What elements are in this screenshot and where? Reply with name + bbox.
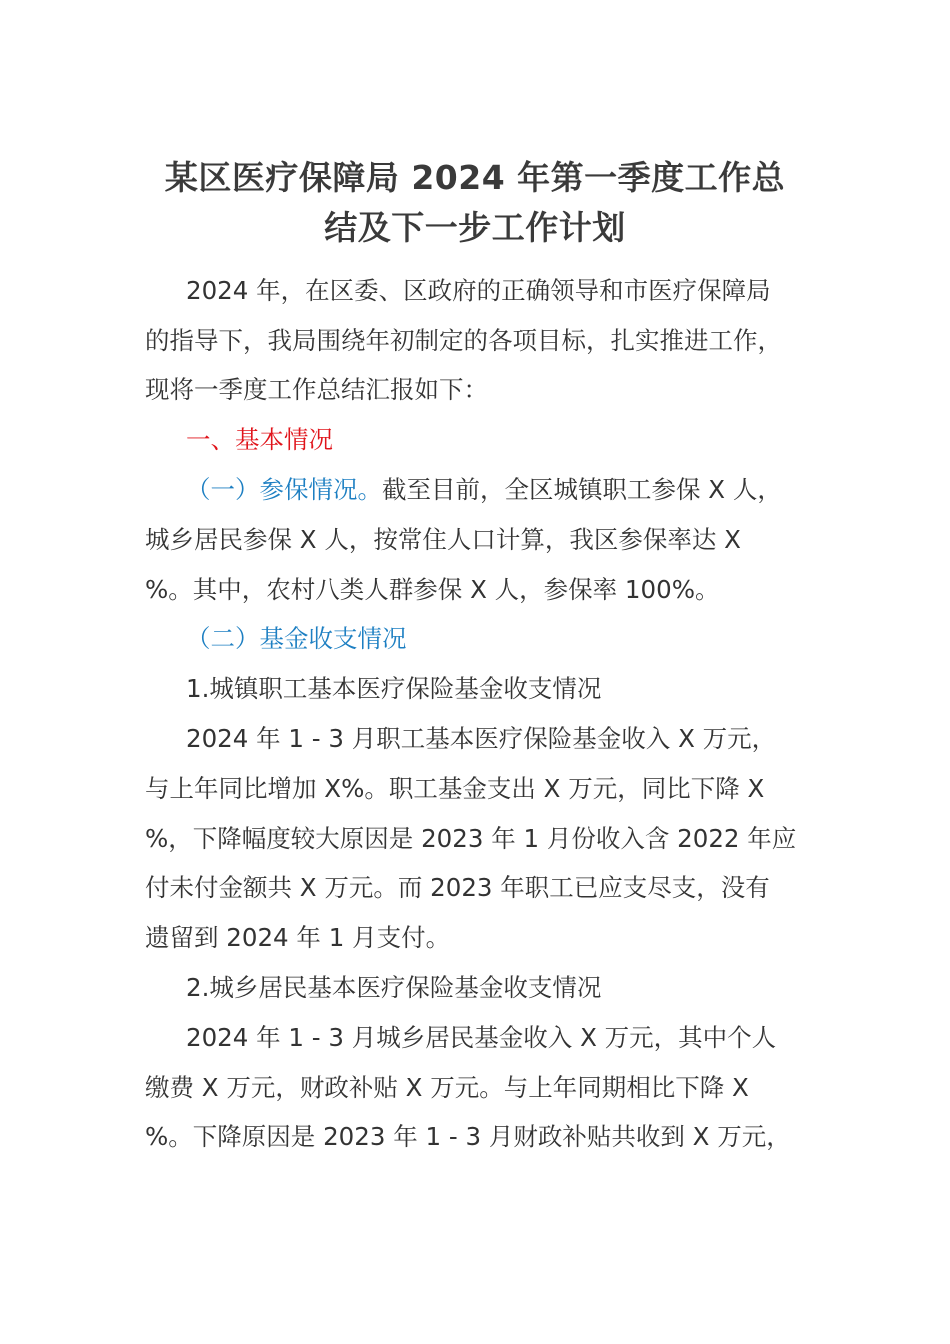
- enrollment-paragraph-line: %。其中，农村八类人群参保 X 人，参保率 100%。: [145, 575, 720, 604]
- enrollment-text: 截至目前，全区城镇职工参保 X 人，: [382, 475, 782, 504]
- item-title-resident-fund: 2.城乡居民基本医疗保险基金收支情况: [186, 973, 602, 1002]
- subheading-enrollment: （一）参保情况。: [186, 475, 382, 504]
- enrollment-paragraph-line: [186, 475, 782, 505]
- document-title-line-1: 某区医疗保障局 2024 年第一季度工作总: [164, 158, 786, 197]
- employee-fund-paragraph-line: 与上年同比增加 X%。职工基金支出 X 万元，同比下降 X: [145, 774, 765, 803]
- subheading-fund-income-expenditure: （二）基金收支情况: [186, 624, 407, 653]
- section-heading-basic-situation: 一、基本情况: [186, 425, 333, 454]
- resident-fund-paragraph-line: %。下降原因是 2023 年 1 - 3 月财政补贴共收到 X 万元，: [145, 1122, 791, 1151]
- employee-fund-paragraph-line: 付未付金额共 X 万元。而 2023 年职工已应支尽支，没有: [145, 873, 770, 902]
- intro-paragraph-line: 的指导下，我局围绕年初制定的各项目标，扎实推进工作，: [145, 326, 782, 355]
- employee-fund-paragraph-line: %，下降幅度较大原因是 2023 年 1 月份收入含 2022 年应: [145, 824, 797, 853]
- employee-fund-paragraph-line: 遗留到 2024 年 1 月支付。: [145, 923, 451, 952]
- intro-paragraph-line: 现将一季度工作总结汇报如下：: [145, 375, 488, 404]
- enrollment-paragraph-line: 城乡居民参保 X 人，按常住人口计算，我区参保率达 X: [145, 525, 741, 554]
- resident-fund-paragraph-line: 缴费 X 万元，财政补贴 X 万元。与上年同期相比下降 X: [145, 1073, 749, 1102]
- employee-fund-paragraph-line: 2024 年 1 - 3 月职工基本医疗保险基金收入 X 万元，: [186, 724, 777, 753]
- intro-paragraph-line: 2024 年，在区委、区政府的正确领导和市医疗保障局: [186, 276, 771, 305]
- resident-fund-paragraph-line: 2024 年 1 - 3 月城乡居民基金收入 X 万元，其中个人: [186, 1023, 777, 1052]
- item-title-employee-fund: 1.城镇职工基本医疗保险基金收支情况: [186, 674, 602, 703]
- document-title-line-2: 结及下一步工作计划: [324, 208, 626, 247]
